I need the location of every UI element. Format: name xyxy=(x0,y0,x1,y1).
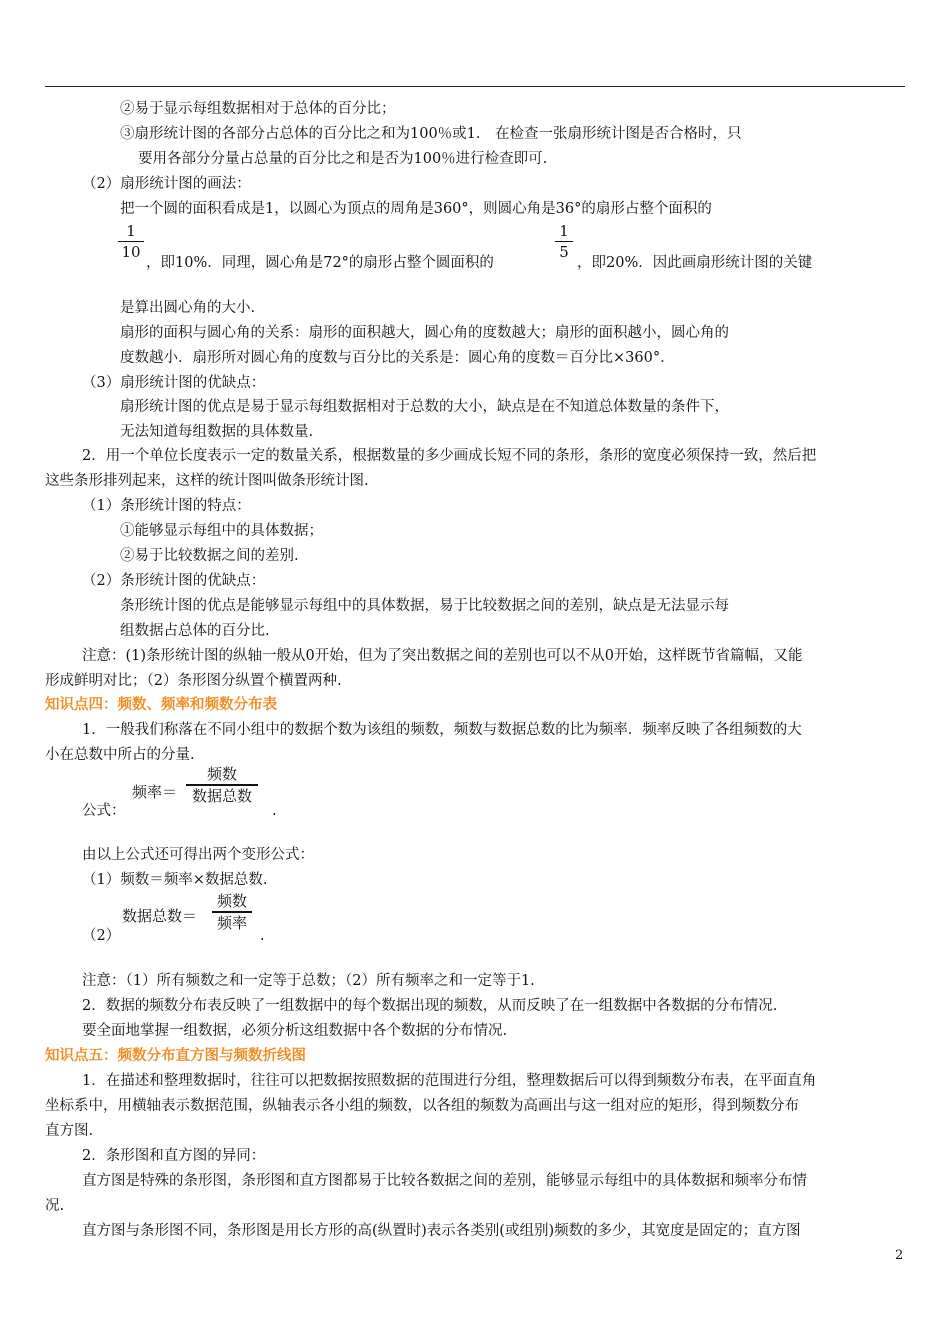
fraction-denominator: 5 xyxy=(559,243,569,261)
total-count-formula xyxy=(122,892,262,942)
section-heading-5: 知识点五：频数分布直方图与频数折线图 xyxy=(45,1048,306,1064)
text-line: 2．条形图和直方图的异同： xyxy=(82,1148,266,1164)
text-line: ，即20%．因此画扇形统计图的关键 xyxy=(577,255,813,271)
text-line: 1．在描述和整理数据时，往往可以把数据按照数据的范围进行分组，整理数据后可以得到频数分布表，在平面直角 xyxy=(82,1073,817,1089)
text-line: 要用各部分分量占总量的百分比之和是否为100％进行检查即可. xyxy=(138,151,548,167)
formula-denominator: 数据总数 xyxy=(191,787,252,805)
formula-denominator: 频率 xyxy=(216,914,247,932)
text-line: ，即10%．同理，圆心角是72°的扇形占整个圆面积的 xyxy=(146,255,494,271)
formula-lhs: 频率＝ xyxy=(132,783,178,801)
formula-label: 公式： xyxy=(82,803,126,819)
text-line: ③扇形统计图的各部分占总体的百分比之和为100％或1． 在检查一张扇形统计图是否合格时，只 xyxy=(120,126,742,142)
subheading: （3）扇形统计图的优缺点： xyxy=(82,375,266,391)
note-line: 形成鲜明对比；（2）条形图分纵置个横置两种. xyxy=(45,673,342,689)
section-heading-4: 知识点四：频数、频率和频数分布表 xyxy=(45,697,277,713)
header-rule xyxy=(45,86,905,87)
frequency-rate-formula xyxy=(132,765,262,815)
formula-label: （2） xyxy=(82,928,121,944)
note-line: 注意：(1)条形统计图的纵轴一般从0开始，但为了突出数据之间的差别也可以不从0开始，这样既节省篇幅，又能 xyxy=(82,648,803,664)
text-line: 无法知道每组数据的具体数量. xyxy=(120,424,314,440)
text-line: 要全面地掌握一组数据，必须分析这组数据中各个数据的分布情况. xyxy=(82,1023,508,1039)
subheading: （1）条形统计图的特点： xyxy=(82,498,251,514)
subheading: （2）扇形统计图的画法： xyxy=(82,176,251,192)
text-line: 直方图是特殊的条形图，条形图和直方图都易于比较各数据之间的差别，能够显示每组中的具体数据和频率分布情 xyxy=(82,1173,807,1189)
fraction-bar xyxy=(118,241,144,242)
fraction-bar xyxy=(555,241,573,242)
text-line: ②易于显示每组数据相对于总体的百分比； xyxy=(120,101,396,117)
formula-period: . xyxy=(272,803,277,819)
note-line: 注意：（1）所有频数之和一定等于总数；（2）所有频率之和一定等于1. xyxy=(82,973,535,989)
fraction-one-tenth xyxy=(118,222,144,261)
fraction-one-fifth xyxy=(555,222,573,261)
formula-numerator: 频数 xyxy=(216,892,247,910)
text-line: 扇形统计图的优点是易于显示每组数据相对于总数的大小，缺点是在不知道总体数量的条件下， xyxy=(120,399,729,415)
text-line: 况. xyxy=(45,1198,65,1214)
text-line: 直方图. xyxy=(45,1123,94,1139)
fraction-numerator: 1 xyxy=(559,222,569,240)
text-line: 把一个圆的面积看成是1，以圆心为顶点的周角是360°，则圆心角是36°的扇形占整个面积的 xyxy=(120,201,712,217)
text-line: 直方图与条形图不同，条形图是用长方形的高(纵置时)表示各类别(或组别)频数的多少，其宽度是固定的；直方图 xyxy=(82,1223,801,1239)
text-line: 坐标系中，用横轴表示数据范围，纵轴表示各小组的频数，以各组的频数为高画出与这一组对应的矩形，得到频数分布 xyxy=(45,1098,799,1114)
text-line: 由以上公式还可得出两个变形公式： xyxy=(82,847,314,863)
formula-bar xyxy=(212,911,252,913)
text-line: 组数据占总体的百分比. xyxy=(120,623,270,639)
fraction-denominator: 10 xyxy=(121,243,141,261)
text-line: 是算出圆心角的大小. xyxy=(120,300,256,316)
formula-bar xyxy=(186,784,258,786)
text-line: ①能够显示每组中的具体数据； xyxy=(120,523,323,539)
formula-period: . xyxy=(260,928,265,944)
text-line: 度数越小．扇形所对圆心角的度数与百分比的关系是：圆心角的度数＝百分比×360°． xyxy=(120,350,675,366)
text-line: 2．数据的频数分布表反映了一组数据中的每个数据出现的频数，从而反映了在一组数据中各数据的分布情况. xyxy=(82,998,778,1014)
text-line: 1．一般我们称落在不同小组中的数据个数为该组的频数，频数与数据总数的比为频率．频率反映了各组频数的大 xyxy=(82,722,802,738)
text-line: ②易于比较数据之间的差别. xyxy=(120,548,299,564)
text-line: 条形统计图的优点是能够显示每组中的具体数据，易于比较数据之间的差别，缺点是无法显示每 xyxy=(120,598,729,614)
formula-fraction xyxy=(212,892,252,932)
text-line: 2．用一个单位长度表示一定的数量关系，根据数量的多少画成长短不同的条形，条形的宽度必须保持一致，然后把 xyxy=(82,448,817,464)
page-number: 2 xyxy=(895,1248,904,1263)
formula-numerator: 频数 xyxy=(206,765,237,783)
text-line: 扇形的面积与圆心角的关系：扇形的面积越大，圆心角的度数越大；扇形的面积越小，圆心角的 xyxy=(120,325,729,341)
formula-fraction xyxy=(186,765,258,805)
text-line: 小在总数中所占的分量. xyxy=(45,747,195,763)
text-line: （1）频数＝频率×数据总数. xyxy=(82,872,268,888)
text-line: 这些条形排列起来，这样的统计图叫做条形统计图. xyxy=(45,473,369,489)
formula-lhs: 数据总数＝ xyxy=(122,907,198,925)
fraction-numerator: 1 xyxy=(126,222,136,240)
subheading: （2）条形统计图的优缺点： xyxy=(82,573,266,589)
